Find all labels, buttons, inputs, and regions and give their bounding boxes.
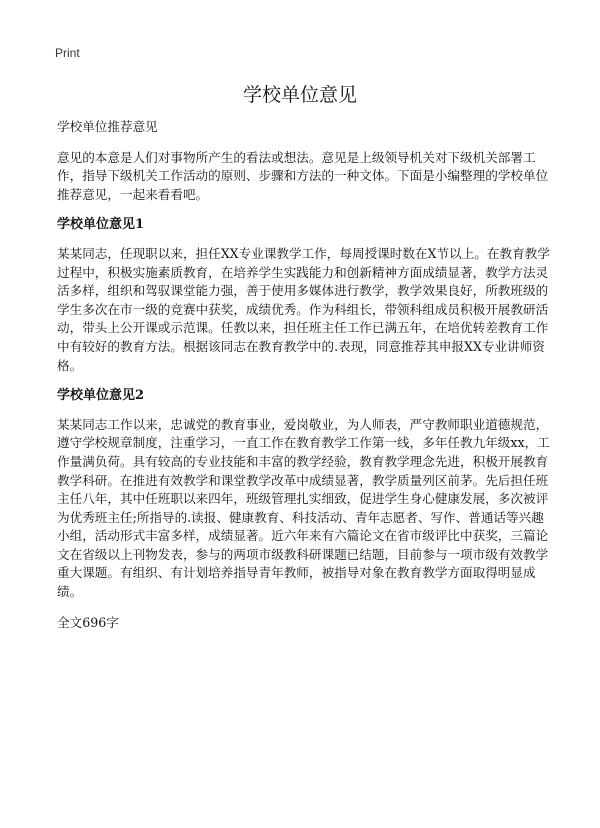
section-heading-2: 学校单位意见2 <box>57 388 145 404</box>
section-heading-1: 学校单位意见1 <box>57 217 145 233</box>
print-link[interactable]: Print <box>55 46 80 60</box>
document-content <box>57 118 552 632</box>
document-subtitle: 学校单位推荐意见 <box>57 119 158 134</box>
page-title: 学校单位意见 <box>242 84 357 106</box>
section-body-1: 某某同志，任现职以来，担任XX专业课教学工作，每周授课时数在X节以上。在教育教学过程中，积极实施素质教育，在培养学生实践能力和创新精神方面成绩显著，教学方法灵活多样，组织和驾驭课堂能力强，善于使用多媒体进行教学，教学效果良好，所教班级的学生多次在市一级的竞赛中获奖，成绩优秀。作为科组长，带领科组成员积极开展教研活动，带头上公开课或示范课。任教以来，担任班主任工作已满五年，在培优转差教育工作中有较好的教育方法。根据该同志在教育教学中的.表现，同意推荐其申报XX专业讲师资格。 <box>57 245 550 373</box>
word-count: 全文696字 <box>57 614 119 630</box>
intro-paragraph: 意见的本意是人们对事物所产生的看法或想法。意见是上级领导机关对下级机关部署工作，指导下级机关工作活动的原则、步骤和方法的一种文体。下面是小编整理的学校单位推荐意见，一起来看看吧。 <box>57 149 549 202</box>
section-body-2: 某某同志工作以来，忠诚党的教育事业，爱岗敬业，为人师表，严守教师职业道德规范，遵守学校规章制度，注重学习，一直工作在教育教学工作第一线，多年任教九年级xx，工作量满负荷。具有较高的专业技能和丰富的教学经验，教育教学理念先进，积极开展教育教学科研。在推进有效教学和课堂教学改革中成绩显著，教学质量列区前茅。先后担任班主任八年，其中任班职以来四年，班级管理扎实细致，促进学生身心健康发展，多次被评为优秀班主任;所指导的.读报、健康教育、科技活动、青年志愿者、写作、普通话等兴趣小组，活动形式丰富多样，成绩显著。近六年来有六篇论文在省市级评比中获奖，三篇论文在省级以上刊物发表，参与的两项市级教科研课题已结题，目前参与一项市级有效教学重大课题。有组织、有计划培养指导青年教师，被指导对象在教育教学方面取得明显成绩。 <box>57 416 550 600</box>
